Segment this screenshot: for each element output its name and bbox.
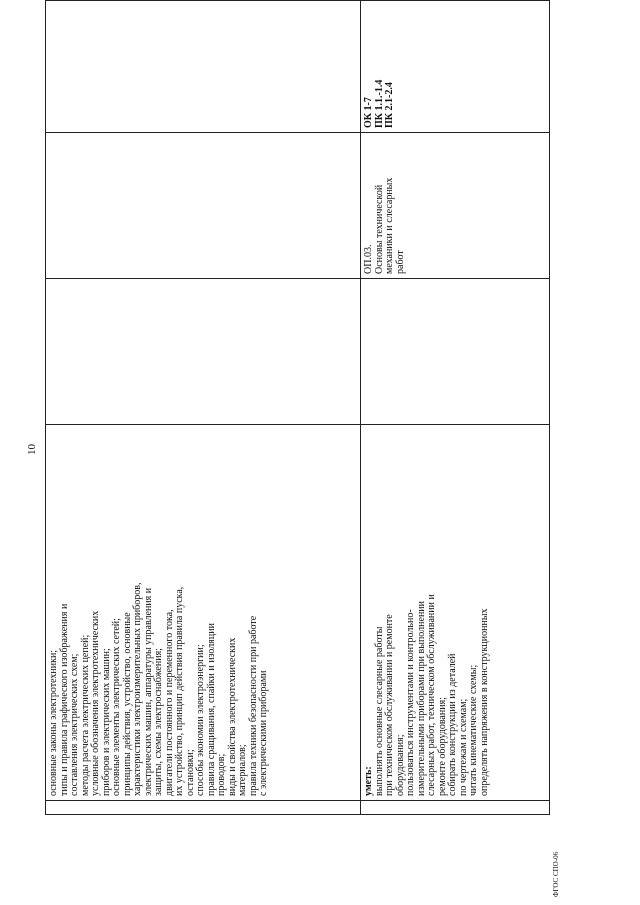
curriculum-table [45, 0, 550, 815]
skills-line: при техническом обслуживании и ремонте [384, 614, 395, 796]
knowledge-line: защиты, схемы электроснабжения; [153, 648, 164, 796]
knowledge-line: остановки; [184, 749, 196, 796]
discipline-code: ОП.03. [363, 244, 374, 274]
skills-line: ремонте оборудования; [436, 697, 448, 796]
knowledge-line: их устройство, принцип действия правила пуска, [174, 586, 185, 796]
knowledge-line: принципы действия, устройство, основные [121, 612, 133, 796]
knowledge-line: методы расчета электрических цепей; [79, 634, 91, 796]
col-divider-1 [45, 800, 550, 801]
skills-line: слесарных работ, техническом обслуживании и [426, 594, 437, 796]
skills-line: по чертежам и схемам; [457, 698, 469, 796]
competency-code: ОК 1-7 [363, 97, 374, 128]
discipline-name-line: механики и слесарных [384, 177, 395, 274]
knowledge-line: условные обозначения электротехнических [90, 610, 101, 796]
skills-cell [364, 431, 490, 796]
knowledge-line: основные законы электротехники; [48, 649, 59, 796]
row-divider [360, 0, 361, 815]
knowledge-cell [49, 431, 270, 796]
table-left-border [45, 814, 550, 815]
knowledge-line: приборов и электрических машин; [100, 648, 112, 796]
knowledge-line: с электрическими приборами [258, 670, 269, 796]
col-divider-3 [45, 278, 550, 279]
skills-line: собирать конструкции из деталей [447, 653, 458, 796]
table-right-border [45, 0, 550, 1]
knowledge-line: правила сращивания, спайки и изоляции [205, 623, 217, 796]
knowledge-line: характеристики электроизмерительных приборов, [132, 582, 143, 796]
knowledge-line: электрических машин, аппаратуры управления и [142, 587, 154, 796]
knowledge-line: материалов; [237, 744, 248, 796]
knowledge-line: правила техники безопасности при работе [247, 615, 259, 796]
knowledge-line: основные элементы электрических сетей; [111, 618, 122, 796]
knowledge-line: способы экономии электроэнергии; [195, 644, 206, 796]
col-divider-4 [45, 132, 550, 133]
competency-code: ПК 2.1-2.4 [384, 82, 395, 128]
knowledge-line: двигатели постоянного и переменного тока, [163, 609, 175, 796]
skills-line: выполнять основные слесарные работы [373, 626, 385, 796]
discipline-name-line: работ [394, 250, 406, 274]
knowledge-line: составления электрических схем; [69, 653, 80, 796]
discipline-name-line: Основы технической [373, 184, 385, 274]
footer-label: ФГОС СПО-06 [552, 851, 560, 897]
knowledge-line: проводов; [216, 753, 227, 796]
table-bottom-border [549, 0, 550, 815]
page-number: 10 [26, 444, 38, 455]
knowledge-line: виды и свойства электротехнических [226, 637, 238, 796]
skills-line: пользоваться инструментами и контрольно- [405, 609, 416, 796]
table-top-border [45, 0, 46, 815]
skills-line: оборудования; [394, 734, 406, 796]
skills-line: читать кинематические схемы; [468, 664, 479, 796]
competency-code: ПК 1.1.-1.4 [373, 79, 385, 128]
skills-line: определять напряжения в конструкционных [478, 608, 490, 796]
competencies-cell [364, 8, 396, 128]
skills-heading: уметь: [363, 766, 374, 796]
knowledge-line: типы и правила графического изображения и [58, 603, 70, 796]
skills-line: измерительными приборами при выполнении [415, 601, 427, 796]
col-divider-2 [45, 424, 550, 425]
discipline-cell [364, 139, 406, 274]
